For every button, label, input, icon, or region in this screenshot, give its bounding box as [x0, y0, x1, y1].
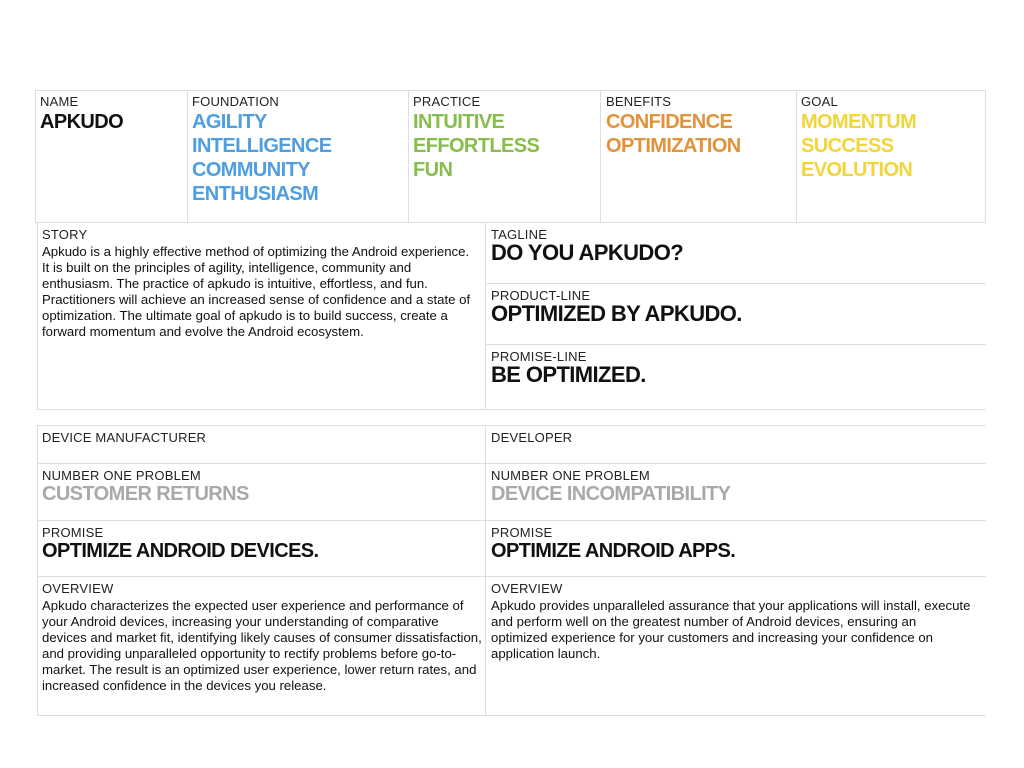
practice-list [413, 110, 598, 182]
promise-line-value: BE OPTIMIZED. [491, 362, 646, 387]
foundation-item: AGILITY [192, 111, 267, 133]
manufacturer-promise-label: PROMISE [42, 525, 104, 540]
developer-header-label: DEVELOPER [491, 430, 573, 445]
benefits-list [606, 110, 794, 158]
manufacturer-overview-text: Apkudo characterizes the expected user experience and performance of your Android devices, increasing your understanding of comparative devices and market fit, identifying likely causes of consumer dissatisfaction, and providing unparalleled opportunity to rectify problems before go-to-market. The result is an optimized user experience, lower return rates, and increased confidence in the devices you release. [42, 598, 482, 693]
developer-overview-text: Apkudo provides unparalleled assurance that your applications will install, execute and perform well on the greatest number of Android devices, ensuring an optimized experience for your customers and increasing your confidence on application launch. [491, 598, 971, 661]
manufacturer-promise-value: OPTIMIZE ANDROID DEVICES. [42, 540, 319, 562]
practice-cell [413, 95, 598, 182]
manufacturer-overview-label: OVERVIEW [42, 581, 114, 596]
manufacturer-overview-cell [42, 582, 482, 694]
developer-problem-value: DEVICE INCOMPATIBILITY [491, 483, 731, 505]
practice-item: INTUITIVE [413, 111, 505, 133]
manufacturer-problem-value: CUSTOMER RETURNS [42, 483, 249, 505]
developer-header [491, 431, 981, 444]
foundation-cell [192, 95, 406, 206]
story-cell [42, 228, 480, 340]
benefits-item: CONFIDENCE [606, 111, 733, 133]
practice-item: EFFORTLESS [413, 135, 540, 157]
tagline-cell [491, 228, 981, 265]
practice-item: FUN [413, 159, 453, 181]
foundation-item: COMMUNITY [192, 159, 310, 181]
developer-overview-cell [491, 582, 971, 662]
goal-label: GOAL [801, 94, 838, 109]
foundation-list [192, 110, 406, 206]
manufacturer-header-label: DEVICE MANUFACTURER [42, 430, 207, 445]
product-line-cell [491, 289, 981, 326]
developer-problem-cell [491, 469, 981, 506]
benefits-label: BENEFITS [606, 94, 672, 109]
goal-list [801, 110, 983, 182]
practice-label: PRACTICE [413, 94, 481, 109]
manufacturer-promise-cell [42, 526, 480, 563]
developer-promise-value: OPTIMIZE ANDROID APPS. [491, 540, 736, 562]
goal-item: EVOLUTION [801, 159, 913, 181]
goal-item: SUCCESS [801, 135, 894, 157]
name-label: NAME [40, 94, 79, 109]
story-text: Apkudo is a highly effective method of optimizing the Android experience. It is built on the principles of agility, intelligence, community and enthusiasm. The practice of apkudo is intuitive, effortless, and fun. Practitioners will achieve an increased sense of confidence and a state of optimization. The ultimate goal of apkudo is to build success, create a forward momentum and evolve the Android ecosystem. [42, 244, 471, 339]
goal-cell [801, 95, 983, 182]
benefits-cell [606, 95, 794, 158]
manufacturer-header [42, 431, 480, 444]
tagline-value: DO YOU APKUDO? [491, 240, 684, 265]
goal-item: MOMENTUM [801, 111, 917, 133]
story-label: STORY [42, 227, 88, 242]
developer-problem-label: NUMBER ONE PROBLEM [491, 468, 650, 483]
developer-promise-label: PROMISE [491, 525, 553, 540]
foundation-item: ENTHUSIASM [192, 183, 319, 205]
foundation-item: INTELLIGENCE [192, 135, 332, 157]
developer-promise-cell [491, 526, 981, 563]
foundation-label: FOUNDATION [192, 94, 279, 109]
product-line-value: OPTIMIZED BY APKUDO. [491, 301, 742, 326]
promise-line-cell [491, 350, 981, 387]
name-value: APKUDO [40, 111, 124, 133]
developer-overview-label: OVERVIEW [491, 581, 563, 596]
name-cell [40, 95, 185, 134]
promise-line-label: PROMISE-LINE [491, 349, 587, 364]
tagline-label: TAGLINE [491, 227, 548, 242]
product-line-label: PRODUCT-LINE [491, 288, 591, 303]
manufacturer-problem-label: NUMBER ONE PROBLEM [42, 468, 201, 483]
manufacturer-problem-cell [42, 469, 480, 506]
benefits-item: OPTIMIZATION [606, 135, 741, 157]
